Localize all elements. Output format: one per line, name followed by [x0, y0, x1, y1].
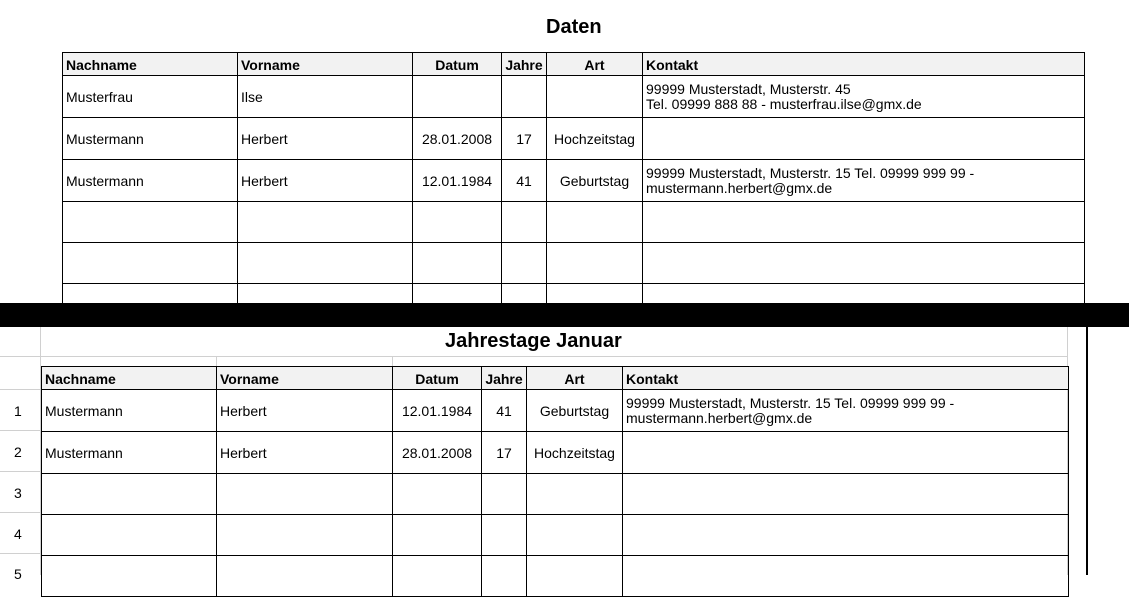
cell-kontakt[interactable] — [623, 390, 1069, 432]
header-nachname[interactable]: Nachname — [63, 53, 238, 76]
table-row — [42, 390, 1069, 432]
cell-nachname[interactable]: Mustermann — [63, 160, 238, 202]
kontakt-line-1: 99999 Musterstadt, Musterstr. 45 — [646, 81, 851, 97]
cell-empty[interactable] — [547, 243, 643, 284]
cell-art[interactable]: Hochzeitstag — [527, 432, 623, 474]
header-kontakt[interactable]: Kontakt — [623, 367, 1069, 390]
cell-empty[interactable] — [63, 243, 238, 284]
cell-empty[interactable] — [63, 202, 238, 243]
row-number[interactable]: 4 — [14, 526, 22, 542]
kontakt-line-2: Tel. 09999 888 88 - musterfrau.ilse@gmx.de — [646, 96, 922, 112]
top-title: Daten — [546, 16, 602, 38]
grid-line — [0, 512, 41, 513]
cell-nachname[interactable]: Mustermann — [42, 390, 217, 432]
bottom-title: Jahrestage Januar — [445, 330, 622, 352]
header-art[interactable]: Art — [547, 53, 643, 76]
kontakt-line-2: mustermann.herbert@gmx.de — [626, 410, 813, 426]
cell-empty[interactable] — [42, 556, 217, 597]
cell-art[interactable] — [547, 76, 643, 118]
table-row-empty — [63, 243, 1085, 284]
cell-vorname[interactable]: Herbert — [217, 432, 393, 474]
cell-vorname[interactable]: Herbert — [238, 160, 413, 202]
cell-datum[interactable]: 28.01.2008 — [413, 118, 502, 160]
table-row — [63, 160, 1085, 202]
cell-jahre[interactable] — [502, 76, 547, 118]
grid-line — [0, 356, 1067, 357]
grid-line — [216, 356, 217, 366]
cell-datum[interactable] — [413, 76, 502, 118]
cell-kontakt[interactable] — [643, 118, 1085, 160]
cell-empty[interactable] — [413, 243, 502, 284]
table-row-empty — [42, 556, 1069, 597]
grid-line — [0, 430, 41, 431]
cell-kontakt[interactable] — [623, 432, 1069, 474]
cell-empty[interactable] — [527, 474, 623, 515]
cell-empty[interactable] — [238, 243, 413, 284]
cell-empty[interactable] — [42, 474, 217, 515]
header-art[interactable]: Art — [527, 367, 623, 390]
cell-empty[interactable] — [217, 556, 393, 597]
data-table — [62, 52, 1085, 325]
cell-empty[interactable] — [482, 515, 527, 556]
januar-table — [41, 366, 1069, 597]
header-nachname[interactable]: Nachname — [42, 367, 217, 390]
row-number[interactable]: 1 — [14, 403, 22, 419]
cell-jahre[interactable]: 17 — [482, 432, 527, 474]
header-jahre[interactable]: Jahre — [502, 53, 547, 76]
cell-vorname[interactable]: Ilse — [238, 76, 413, 118]
cell-datum[interactable]: 12.01.1984 — [393, 390, 482, 432]
cell-empty[interactable] — [413, 202, 502, 243]
cell-empty[interactable] — [527, 556, 623, 597]
cell-vorname[interactable]: Herbert — [217, 390, 393, 432]
row-number[interactable]: 2 — [14, 444, 22, 460]
cell-datum[interactable]: 28.01.2008 — [393, 432, 482, 474]
table-row-empty — [63, 202, 1085, 243]
cell-jahre[interactable]: 41 — [502, 160, 547, 202]
row-number[interactable]: 3 — [14, 485, 22, 501]
cell-nachname[interactable]: Musterfrau — [63, 76, 238, 118]
grid-line — [0, 389, 41, 390]
kontakt-line-1: 99999 Musterstadt, Musterstr. 15 Tel. 09999 999 99 - — [626, 395, 955, 411]
cell-datum[interactable]: 12.01.1984 — [413, 160, 502, 202]
grid-line — [0, 553, 41, 554]
table-row-empty — [42, 474, 1069, 515]
cell-empty[interactable] — [527, 515, 623, 556]
cell-art[interactable]: Geburtstag — [527, 390, 623, 432]
cell-empty[interactable] — [393, 556, 482, 597]
cell-empty[interactable] — [502, 243, 547, 284]
cell-empty[interactable] — [217, 515, 393, 556]
cell-empty[interactable] — [623, 474, 1069, 515]
cell-empty[interactable] — [623, 515, 1069, 556]
cell-jahre[interactable]: 17 — [502, 118, 547, 160]
grid-line — [392, 356, 393, 366]
header-datum[interactable]: Datum — [393, 367, 482, 390]
row-number[interactable]: 5 — [14, 566, 22, 582]
cell-empty[interactable] — [502, 202, 547, 243]
cell-empty[interactable] — [42, 515, 217, 556]
kontakt-line-1: 99999 Musterstadt, Musterstr. 15 Tel. 09999 999 99 - — [646, 165, 975, 181]
cell-nachname[interactable]: Mustermann — [63, 118, 238, 160]
cell-empty[interactable] — [217, 474, 393, 515]
cell-empty[interactable] — [547, 202, 643, 243]
header-jahre[interactable]: Jahre — [482, 367, 527, 390]
cell-empty[interactable] — [393, 474, 482, 515]
cell-empty[interactable] — [238, 202, 413, 243]
table-row — [42, 432, 1069, 474]
header-datum[interactable]: Datum — [413, 53, 502, 76]
cell-empty[interactable] — [623, 556, 1069, 597]
header-kontakt[interactable]: Kontakt — [643, 53, 1085, 76]
header-vorname[interactable]: Vorname — [238, 53, 413, 76]
cell-art[interactable]: Geburtstag — [547, 160, 643, 202]
table-row — [63, 118, 1085, 160]
cell-empty[interactable] — [482, 556, 527, 597]
cell-empty[interactable] — [393, 515, 482, 556]
table-header-row — [63, 53, 1085, 76]
cell-empty[interactable] — [482, 474, 527, 515]
sheet-right-edge — [1086, 327, 1088, 575]
separator-bar — [0, 303, 1129, 327]
cell-vorname[interactable]: Herbert — [238, 118, 413, 160]
table-header-row — [42, 367, 1069, 390]
table-row-empty — [42, 515, 1069, 556]
grid-line — [0, 471, 41, 472]
cell-jahre[interactable]: 41 — [482, 390, 527, 432]
cell-kontakt[interactable] — [643, 76, 1085, 118]
header-vorname[interactable]: Vorname — [217, 367, 393, 390]
cell-art[interactable]: Hochzeitstag — [547, 118, 643, 160]
cell-nachname[interactable]: Mustermann — [42, 432, 217, 474]
cell-kontakt[interactable] — [643, 160, 1085, 202]
table-row — [63, 76, 1085, 118]
cell-empty[interactable] — [643, 202, 1085, 243]
kontakt-line-2: mustermann.herbert@gmx.de — [646, 180, 833, 196]
cell-empty[interactable] — [643, 243, 1085, 284]
